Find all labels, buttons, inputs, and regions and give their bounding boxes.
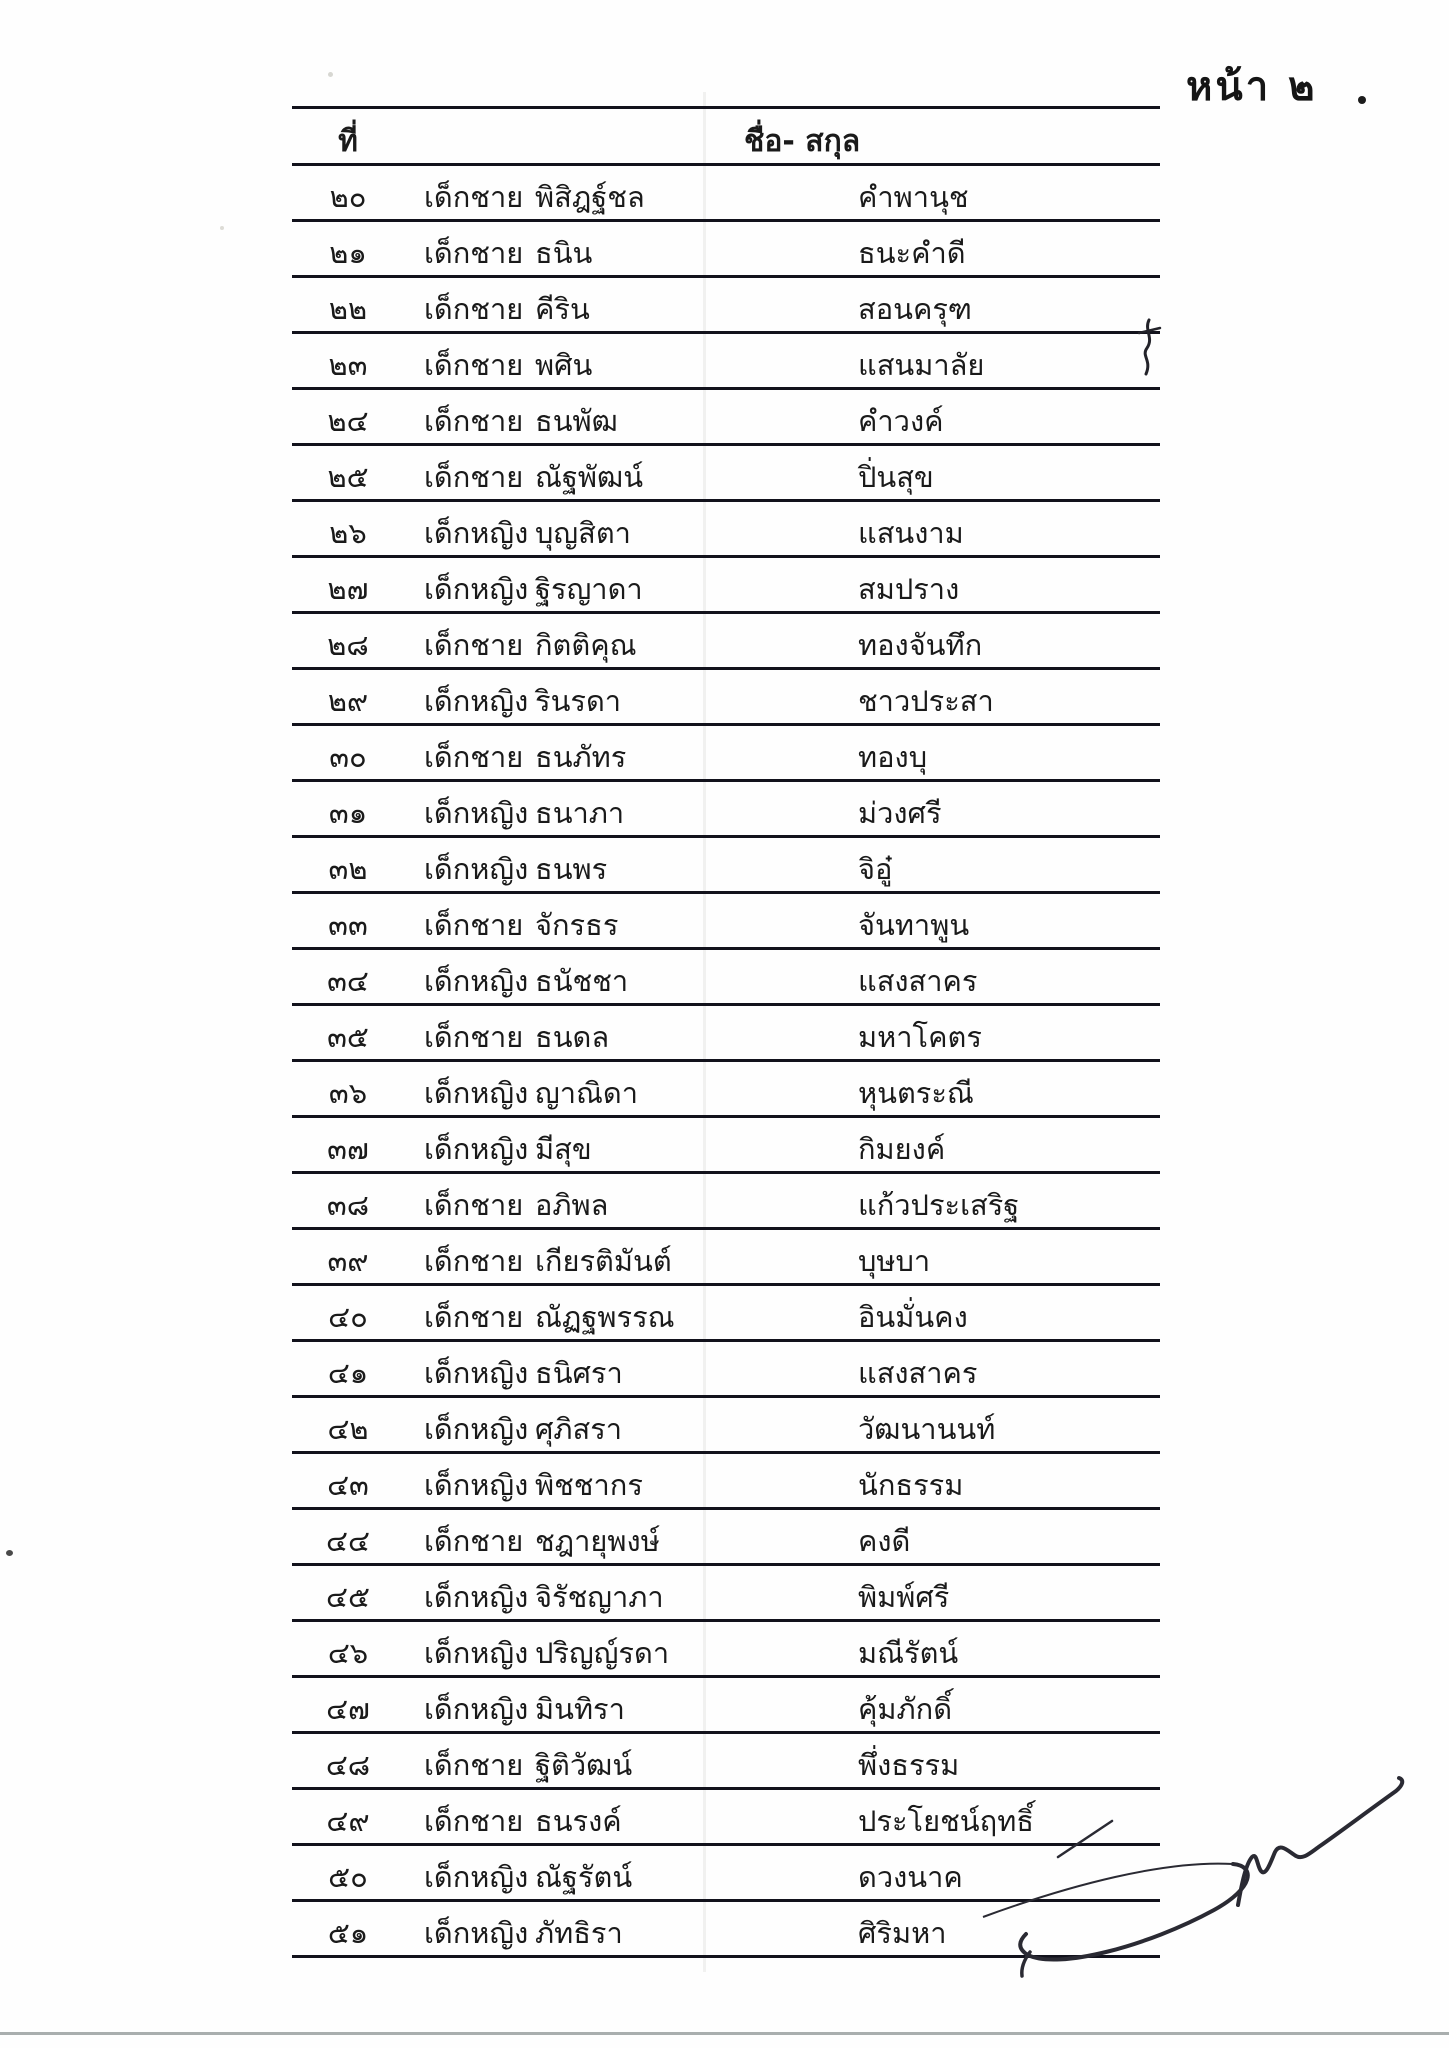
row-number: ๒๙ bbox=[327, 684, 369, 718]
last-name: จันทาพูน bbox=[858, 908, 970, 942]
row-number: ๓๗ bbox=[327, 1132, 369, 1166]
row-number: ๔๖ bbox=[327, 1636, 369, 1670]
student-title: เด็กชาย bbox=[424, 1748, 524, 1782]
table-row bbox=[292, 166, 1160, 222]
last-name: ธนะคำดี bbox=[858, 236, 966, 270]
column-header-number: ที่ bbox=[338, 124, 358, 159]
row-number: ๒๑ bbox=[329, 236, 367, 270]
table-row bbox=[292, 670, 1160, 726]
table-row bbox=[292, 1342, 1160, 1398]
last-name: ดวงนาค bbox=[858, 1860, 963, 1894]
student-title: เด็กชาย bbox=[424, 460, 524, 494]
last-name: ทองบุ bbox=[858, 740, 928, 774]
student-title: เด็กหญิง bbox=[424, 1468, 529, 1502]
last-name: นักธรรม bbox=[858, 1468, 964, 1502]
row-number: ๔๒ bbox=[327, 1412, 369, 1446]
last-name: บุษบา bbox=[858, 1244, 931, 1278]
first-name: ฐิติวัฒน์ bbox=[535, 1748, 633, 1782]
row-number: ๓๒ bbox=[328, 852, 368, 886]
student-title: เด็กหญิง bbox=[424, 572, 529, 606]
student-title: เด็กหญิง bbox=[424, 852, 529, 886]
last-name: ประโยชน์ฤทธิ์ bbox=[858, 1804, 1035, 1838]
last-name: มหาโคตร bbox=[858, 1020, 982, 1054]
row-number: ๔๙ bbox=[326, 1804, 370, 1838]
first-name: ธนพร bbox=[535, 852, 608, 886]
first-name: ธนาภา bbox=[535, 796, 625, 830]
last-name: จิอู๋ bbox=[858, 852, 893, 886]
last-name: หุนตระณี bbox=[858, 1076, 974, 1110]
last-name: ม่วงศรี bbox=[858, 796, 942, 830]
last-name: กิมยงค์ bbox=[858, 1132, 946, 1166]
table-row bbox=[292, 1398, 1160, 1454]
row-number: ๔๗ bbox=[326, 1692, 370, 1726]
last-name: แก้วประเสริฐ bbox=[858, 1188, 1020, 1222]
table-row bbox=[292, 558, 1160, 614]
first-name: กิตติคุณ bbox=[535, 628, 637, 662]
first-name: มินทิรา bbox=[535, 1692, 625, 1726]
last-name: แสงสาคร bbox=[858, 1356, 978, 1390]
first-name: อภิพล bbox=[535, 1188, 609, 1222]
first-name: ธนภัทร bbox=[535, 740, 627, 774]
student-title: เด็กชาย bbox=[424, 404, 524, 438]
row-number: ๕๑ bbox=[327, 1916, 369, 1950]
table-row bbox=[292, 726, 1160, 782]
first-name: ญาณิดา bbox=[535, 1076, 639, 1110]
table-row bbox=[292, 446, 1160, 502]
first-name: ธนดล bbox=[535, 1020, 610, 1054]
first-name: ณัฐพัฒน์ bbox=[535, 460, 644, 494]
row-number: ๓๙ bbox=[327, 1244, 369, 1278]
student-name-table bbox=[292, 106, 1160, 1958]
student-title: เด็กชาย bbox=[424, 292, 524, 326]
row-number: ๓๘ bbox=[326, 1188, 370, 1222]
table-row bbox=[292, 1454, 1160, 1510]
row-number: ๔๐ bbox=[328, 1300, 368, 1334]
table-row bbox=[292, 1510, 1160, 1566]
row-number: ๔๕ bbox=[326, 1580, 370, 1614]
table-row bbox=[292, 1230, 1160, 1286]
row-number: ๒๕ bbox=[327, 460, 369, 494]
last-name: คำวงค์ bbox=[858, 404, 944, 438]
student-title: เด็กหญิง bbox=[424, 1860, 529, 1894]
table-row bbox=[292, 1174, 1160, 1230]
table-row bbox=[292, 894, 1160, 950]
table-row bbox=[292, 1118, 1160, 1174]
first-name: ธนัชชา bbox=[535, 964, 629, 998]
student-title: เด็กหญิง bbox=[424, 964, 529, 998]
row-number: ๓๖ bbox=[328, 1076, 368, 1110]
row-number: ๒๐ bbox=[329, 180, 367, 214]
student-title: เด็กหญิง bbox=[424, 1412, 529, 1446]
student-title: เด็กหญิง bbox=[424, 1580, 529, 1614]
first-name: รินรดา bbox=[535, 684, 622, 718]
paper-speck bbox=[220, 226, 224, 230]
table-body bbox=[292, 166, 1160, 1958]
table-row bbox=[292, 1622, 1160, 1678]
first-name: จิรัชญาภา bbox=[535, 1580, 664, 1614]
row-number: ๓๐ bbox=[329, 740, 367, 774]
signature-icon bbox=[950, 1730, 1449, 2000]
last-name: แสงสาคร bbox=[858, 964, 978, 998]
last-name: อินมั่นคง bbox=[858, 1300, 968, 1334]
student-title: เด็กชาย bbox=[424, 1804, 524, 1838]
first-name: จักรธร bbox=[535, 908, 619, 942]
last-name: ทองจันทึก bbox=[858, 628, 983, 662]
table-row bbox=[292, 278, 1160, 334]
first-name: ณัฏฐพรรณ bbox=[535, 1300, 675, 1334]
first-name: ศุภิสรา bbox=[535, 1412, 623, 1446]
table-row bbox=[292, 502, 1160, 558]
student-title: เด็กหญิง bbox=[424, 684, 529, 718]
scan-edge-line bbox=[0, 2032, 1449, 2035]
row-number: ๔๘ bbox=[325, 1748, 371, 1782]
table-row bbox=[292, 1678, 1160, 1734]
student-title: เด็กหญิง bbox=[424, 1356, 529, 1390]
table-row bbox=[292, 1062, 1160, 1118]
page-number-label: หน้า ๒ bbox=[1186, 64, 1318, 110]
first-name: ฐิรญาดา bbox=[535, 572, 643, 606]
first-name: ปริญญ์รดา bbox=[535, 1636, 670, 1670]
first-name: พศิน bbox=[535, 348, 593, 382]
first-name: คีริน bbox=[535, 292, 590, 326]
first-name: ธนรงค์ bbox=[535, 1804, 622, 1838]
first-name: มีสุข bbox=[535, 1132, 592, 1166]
column-header-name: ชื่อ- สกุล bbox=[744, 124, 861, 159]
row-number: ๒๘ bbox=[327, 628, 369, 662]
first-name: พิสิฎฐ์ชล bbox=[535, 180, 645, 214]
first-name: ภัทธิรา bbox=[535, 1916, 623, 1950]
row-number: ๒๓ bbox=[328, 348, 368, 382]
last-name: ปิ่นสุข bbox=[858, 460, 934, 494]
first-name: ณัฐรัตน์ bbox=[535, 1860, 633, 1894]
student-title: เด็กชาย bbox=[424, 740, 524, 774]
row-number: ๓๓ bbox=[328, 908, 368, 942]
row-number: ๓๔ bbox=[327, 964, 369, 998]
pen-check-mark-icon bbox=[1128, 308, 1178, 392]
last-name: วัฒนานนท์ bbox=[858, 1412, 996, 1446]
row-number: ๒๔ bbox=[327, 404, 369, 438]
paper-speck bbox=[328, 72, 333, 77]
first-name: พิชชากร bbox=[535, 1468, 643, 1502]
last-name: ศิริมหา bbox=[858, 1916, 947, 1950]
student-title: เด็กชาย bbox=[424, 348, 524, 382]
last-name: มณีรัตน์ bbox=[858, 1636, 959, 1670]
student-title: เด็กชาย bbox=[424, 1300, 524, 1334]
student-title: เด็กหญิง bbox=[424, 1916, 529, 1950]
table-row bbox=[292, 950, 1160, 1006]
student-title: เด็กหญิง bbox=[424, 1636, 529, 1670]
ink-speck bbox=[6, 1550, 13, 1556]
table-row bbox=[292, 222, 1160, 278]
student-title: เด็กชาย bbox=[424, 908, 524, 942]
table-row bbox=[292, 838, 1160, 894]
table-row bbox=[292, 1566, 1160, 1622]
student-title: เด็กหญิง bbox=[424, 1076, 529, 1110]
last-name: สอนครุฑ bbox=[858, 292, 972, 326]
student-title: เด็กชาย bbox=[424, 236, 524, 270]
row-number: ๕๐ bbox=[328, 1860, 368, 1894]
first-name: ธนิศรา bbox=[535, 1356, 623, 1390]
student-title: เด็กหญิง bbox=[424, 796, 529, 830]
row-number: ๒๗ bbox=[327, 572, 369, 606]
row-number: ๔๔ bbox=[326, 1524, 370, 1558]
row-number: ๔๓ bbox=[327, 1468, 369, 1502]
last-name: คงดี bbox=[858, 1524, 911, 1558]
last-name: คำพานุช bbox=[858, 180, 969, 214]
row-number: ๒๖ bbox=[329, 516, 367, 550]
student-title: เด็กชาย bbox=[424, 1524, 524, 1558]
last-name: สมปราง bbox=[858, 572, 960, 606]
row-number: ๔๑ bbox=[327, 1356, 369, 1390]
last-name: แสนงาม bbox=[858, 516, 964, 550]
student-title: เด็กหญิง bbox=[424, 1692, 529, 1726]
first-name: เกียรติมันต์ bbox=[535, 1244, 672, 1278]
row-number: ๒๒ bbox=[328, 292, 368, 326]
last-name: พิมพ์ศรี bbox=[858, 1580, 950, 1614]
last-name: ชาวประสา bbox=[858, 684, 994, 718]
table-row bbox=[292, 614, 1160, 670]
last-name: พึ่งธรรม bbox=[858, 1748, 960, 1782]
student-title: เด็กชาย bbox=[424, 180, 524, 214]
table-row bbox=[292, 390, 1160, 446]
table-row bbox=[292, 782, 1160, 838]
student-title: เด็กชาย bbox=[424, 1244, 524, 1278]
row-number: ๓๕ bbox=[327, 1020, 369, 1054]
table-row bbox=[292, 334, 1160, 390]
ink-dot bbox=[1358, 96, 1366, 104]
table-row bbox=[292, 1006, 1160, 1062]
first-name: ชฎายุพงษ์ bbox=[535, 1524, 660, 1558]
table-header-row bbox=[292, 106, 1160, 166]
last-name: แสนมาลัย bbox=[858, 348, 985, 382]
first-name: ธนพัฒ bbox=[535, 404, 618, 438]
first-name: ธนิน bbox=[535, 236, 593, 270]
student-title: เด็กชาย bbox=[424, 628, 524, 662]
student-title: เด็กชาย bbox=[424, 1188, 524, 1222]
row-number: ๓๑ bbox=[328, 796, 368, 830]
first-name: บุญสิตา bbox=[535, 516, 631, 550]
student-title: เด็กชาย bbox=[424, 1020, 524, 1054]
last-name: คุ้มภักดิ์ bbox=[858, 1692, 953, 1726]
student-title: เด็กหญิง bbox=[424, 516, 529, 550]
student-title: เด็กหญิง bbox=[424, 1132, 529, 1166]
table-row bbox=[292, 1286, 1160, 1342]
